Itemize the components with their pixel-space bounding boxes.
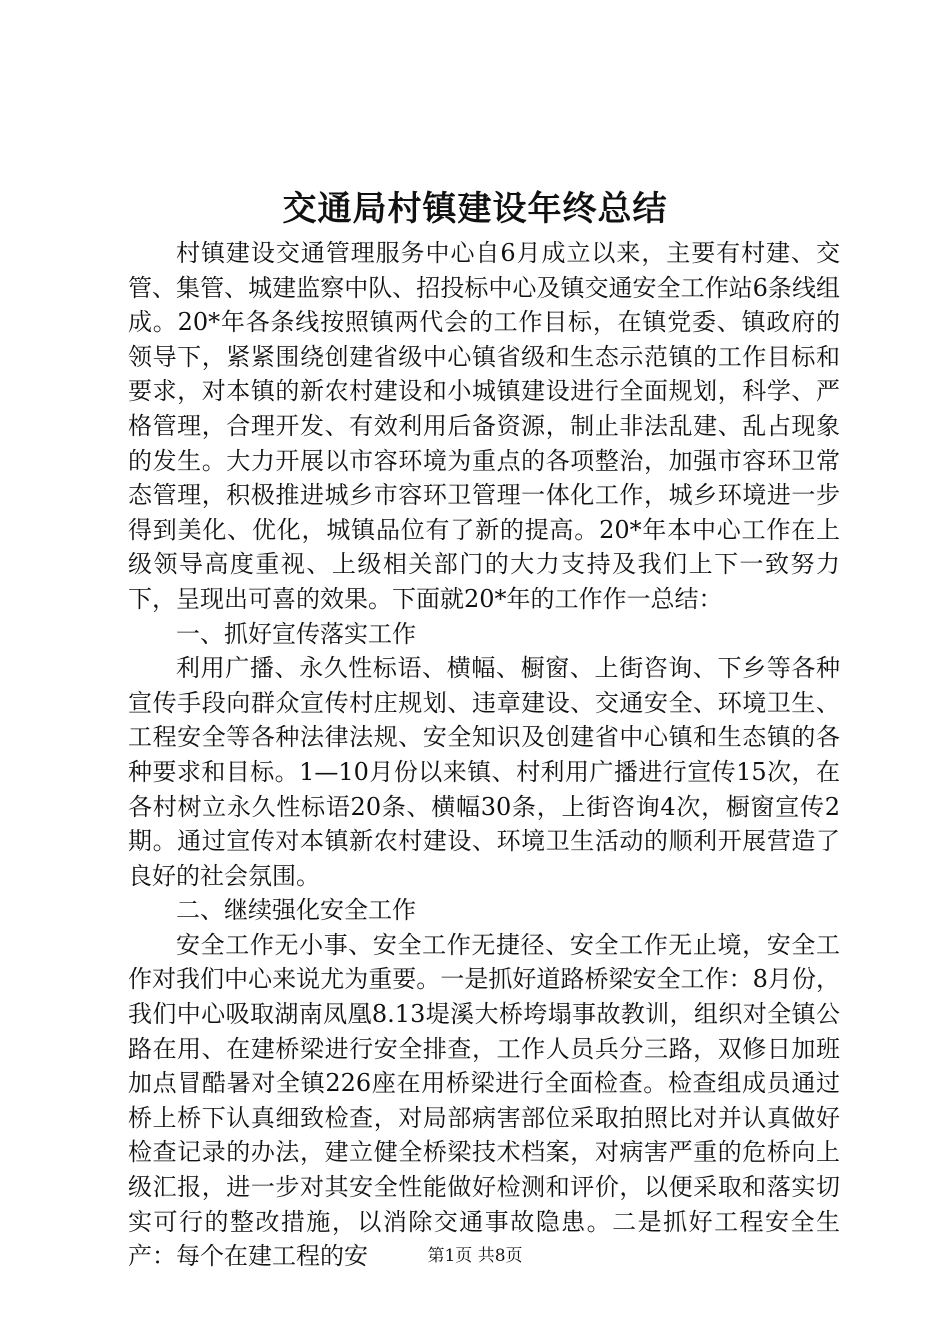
section-body-safety: 安全工作无小事、安全工作无捷径、安全工作无止境，安全工作对我们中心来说尤为重要。一是抓好道路桥梁安全工作：8月份，我们中心吸取湖南凤凰8.13堤溪大桥垮塌事故教训，组织对全镇公路在用、在建桥梁进行安全排查，工作人员兵分三路，双修日加班加点冒酷暑对全镇226座在用桥梁进行全面检查。检查组成员通过桥上桥下认真细致检查，对局部病害部位采取拍照比对并认真做好检查记录的办法，建立健全桥梁技术档案，对病害严重的危桥向上级汇报，进一步对其安全性能做好检测和评价，以便采取和落实切实可行的整改措施，以消除交通事故隐患。二是抓好工程安全生产：每个在建工程的安 bbox=[128, 930, 840, 1271]
document-body bbox=[128, 236, 840, 1274]
document-title: 交通局村镇建设年终总结 bbox=[282, 189, 668, 229]
section-heading-publicity: 一、抓好宣传落实工作 bbox=[176, 619, 416, 648]
intro-paragraph: 村镇建设交通管理服务中心自6月成立以来，主要有村建、交管、集管、城建监察中队、招投标中心及镇交通安全工作站6条线组成。20*年各条线按照镇两代会的工作目标，在镇党委、镇政府的领导下，紧紧围绕创建省级中心镇省级和生态示范镇的工作目标和要求，对本镇的新农村建设和小城镇建设进行全面规划，科学、严格管理，合理开发、有效利用后备资源，制止非法乱建、乱占现象的发生。大力开展以市容环境为重点的各项整治，加强市容环卫常态管理，积极推进城乡市容环卫管理一体化工作，城乡环境进一步得到美化、优化，城镇品位有了新的提高。20*年本中心工作在上级领导高度重视、上级相关部门的大力支持及我们上下一致努力下，呈现出可喜的效果。下面就20*年的工作作一总结： bbox=[128, 239, 840, 613]
section-body-publicity: 利用广播、永久性标语、横幅、橱窗、上街咨询、下乡等各种宣传手段向群众宣传村庄规划、违章建设、交通安全、环境卫生、工程安全等各种法律法规、安全知识及创建省中心镇和生态镇的各种要求和目标。1—10月份以来镇、村利用广播进行宣传15次，在各村树立永久性标语20条、横幅30条，上街咨询4次，橱窗宣传2期。通过宣传对本镇新农村建设、环境卫生活动的顺利开展营造了良好的社会氛围。 bbox=[128, 654, 840, 890]
section-heading-safety: 二、继续强化安全工作 bbox=[176, 896, 416, 925]
page-number-footer: 第1页 共8页 bbox=[427, 1246, 523, 1266]
